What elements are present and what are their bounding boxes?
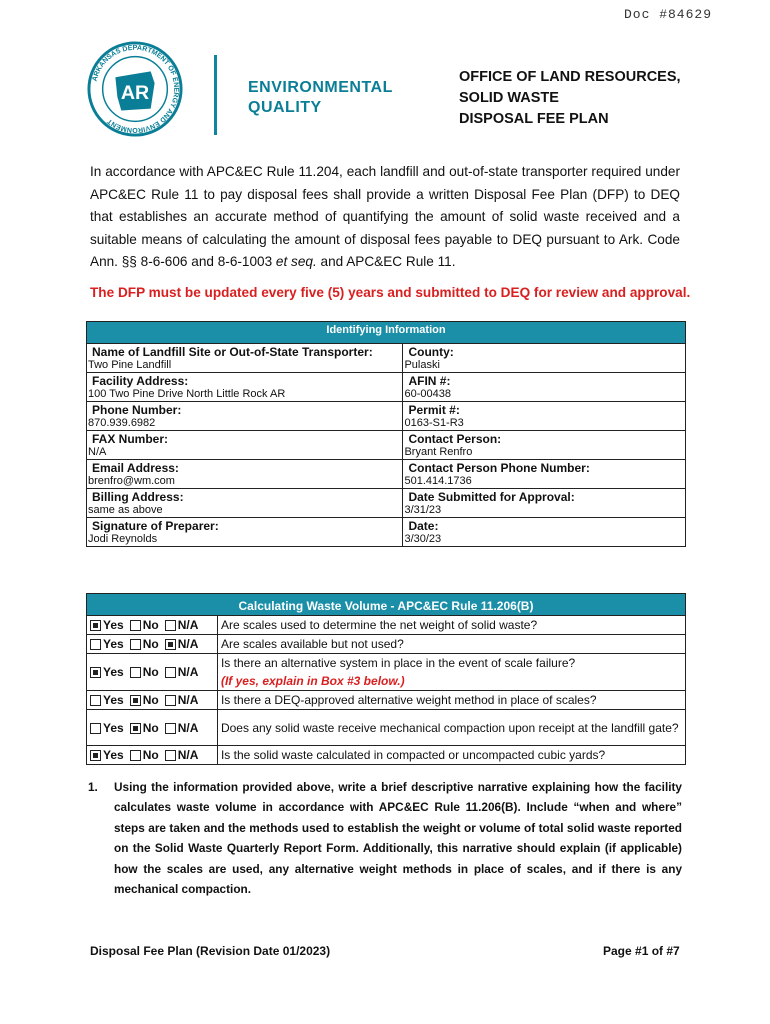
option-no[interactable] — [130, 748, 159, 762]
question-row — [87, 616, 686, 635]
answer-options — [87, 654, 218, 691]
yes-checkbox[interactable] — [90, 723, 101, 734]
question-cell — [217, 616, 685, 635]
svg-text:ARKANSAS DEPARTMENT OF ENERGY: ARKANSAS DEPARTMENT OF ENERGY AND ENVIRONMENT — [91, 44, 180, 134]
question-text: Is there a DEQ-approved alternative weight method in place of scales? — [220, 693, 597, 707]
option-yes[interactable] — [90, 665, 124, 679]
question-text: Are scales available but not used? — [220, 637, 404, 651]
no-checkbox[interactable] — [130, 723, 141, 734]
field-value[interactable]: Jodi Reynolds — [87, 533, 403, 547]
question-row — [87, 654, 686, 691]
yes-label: Yes — [103, 618, 124, 632]
field-value[interactable]: 60-00438 — [403, 388, 686, 402]
question-row — [87, 746, 686, 765]
option-na[interactable] — [165, 693, 199, 707]
na-checkbox[interactable] — [165, 695, 176, 706]
question-cell — [217, 635, 685, 654]
na-checkbox[interactable] — [165, 667, 176, 678]
yes-checkbox[interactable] — [90, 667, 101, 678]
footer-revision: Disposal Fee Plan (Revision Date 01/2023) — [90, 944, 331, 958]
na-label: N/A — [177, 665, 199, 679]
na-label: N/A — [177, 748, 199, 762]
agency-name: ENVIRONMENTAL QUALITY — [248, 79, 393, 116]
no-checkbox[interactable] — [130, 620, 141, 631]
question-text: Are scales used to determine the net weight of solid waste? — [220, 618, 538, 632]
yes-label: Yes — [103, 693, 124, 707]
na-checkbox[interactable] — [165, 639, 176, 650]
field-value[interactable]: 100 Two Pine Drive North Little Rock AR — [87, 388, 403, 402]
option-no[interactable] — [130, 618, 159, 632]
field-label: Permit #: — [403, 402, 686, 418]
update-notice: The DFP must be updated every five (5) years and submitted to DEQ for review and approval. — [90, 285, 691, 300]
field-label: Signature of Preparer: — [87, 518, 403, 534]
field-label: Facility Address: — [87, 373, 403, 389]
field-label: Contact Person: — [403, 431, 686, 447]
id-value-row — [87, 533, 686, 547]
field-label: AFIN #: — [403, 373, 686, 389]
question-note: (If yes, explain in Box #3 below.) — [220, 674, 405, 688]
id-value-row — [87, 388, 686, 402]
question-row — [87, 710, 686, 746]
field-value[interactable]: 3/31/23 — [403, 504, 686, 518]
yes-checkbox[interactable] — [90, 750, 101, 761]
id-label-row — [87, 489, 686, 505]
na-checkbox[interactable] — [165, 723, 176, 734]
question-text: Is the solid waste calculated in compacted or uncompacted cubic yards? — [220, 748, 606, 762]
field-label: Date: — [403, 518, 686, 534]
deq-seal-logo — [86, 40, 184, 138]
logo-divider — [214, 55, 217, 135]
no-label: No — [142, 665, 159, 679]
field-value[interactable]: N/A — [87, 446, 403, 460]
na-label: N/A — [177, 720, 199, 735]
option-na[interactable] — [165, 721, 199, 735]
narrative-text: Using the information provided above, write a brief descriptive narrative explaining how the facility calculates waste volume in accordance with APC&EC Rule 11.206(B). Include “when and where” steps are taken and the methods used to establish the weight or volume of total solid waste reported on the Solid Waste Quarterly Report Form. Additionally, this narrative should explain (if applicable) how the scales are used, any alternative weight methods in place of scales, and if there is any mechanical compaction. — [114, 780, 682, 897]
option-yes[interactable] — [90, 693, 124, 707]
narrative-instructions — [88, 777, 682, 899]
option-yes[interactable] — [90, 748, 124, 762]
id-value-row — [87, 504, 686, 518]
field-label: Name of Landfill Site or Out-of-State Transporter: — [87, 344, 403, 360]
yes-label: Yes — [103, 720, 124, 735]
field-label: Phone Number: — [87, 402, 403, 418]
na-label: N/A — [177, 637, 199, 651]
yes-label: Yes — [103, 748, 124, 762]
option-yes[interactable] — [90, 637, 124, 651]
svg-text:AR: AR — [120, 81, 150, 104]
id-label-row — [87, 431, 686, 447]
no-checkbox[interactable] — [130, 667, 141, 678]
na-checkbox[interactable] — [165, 620, 176, 631]
question-text: Is there an alternative system in place in the event of scale failure? — [220, 656, 576, 670]
question-cell — [217, 654, 685, 691]
answer-options — [87, 616, 218, 635]
yes-label: Yes — [103, 637, 124, 651]
question-text: Does any solid waste receive mechanical compaction upon receipt at the landfill gate? — [220, 720, 679, 735]
option-no[interactable] — [130, 637, 159, 651]
field-label: Contact Person Phone Number: — [403, 460, 686, 476]
no-checkbox[interactable] — [130, 695, 141, 706]
option-na[interactable] — [165, 748, 199, 762]
option-na[interactable] — [165, 665, 199, 679]
option-yes[interactable] — [90, 721, 124, 735]
yes-checkbox[interactable] — [90, 620, 101, 631]
intro-paragraph: In accordance with APC&EC Rule 11.204, each landfill and out-of-state transporter required under APC&EC Rule 11 to pay disposal fees shall provide a written Disposal Fee Plan (DFP) to DEQ that establishes an accurate method of quantifying the amount of solid waste received and a suitable means of calculating the amount of disposal fees payable to DEQ pursuant to Ark. Code Ann. §§ 8-6-606 and 8-6-1003 et seq. and APC&EC Rule 11. — [90, 164, 680, 270]
id-label-row — [87, 402, 686, 418]
identifying-information-header: Identifying Information — [87, 322, 686, 344]
calculating-waste-volume-header: Calculating Waste Volume - APC&EC Rule 11.206(B) — [87, 594, 686, 616]
option-na[interactable] — [165, 618, 199, 632]
answer-options — [87, 635, 218, 654]
identifying-information-table — [86, 321, 686, 547]
yes-checkbox[interactable] — [90, 695, 101, 706]
id-value-row — [87, 446, 686, 460]
field-label: Email Address: — [87, 460, 403, 476]
option-no[interactable] — [130, 665, 159, 679]
question-row — [87, 635, 686, 654]
yes-checkbox[interactable] — [90, 639, 101, 650]
question-cell — [217, 710, 685, 746]
field-label: Billing Address: — [87, 489, 403, 505]
option-na[interactable] — [165, 637, 199, 651]
field-value[interactable]: 3/30/23 — [403, 533, 686, 547]
option-no[interactable] — [130, 721, 159, 735]
no-label: No — [142, 748, 159, 762]
id-label-row — [87, 344, 686, 360]
question-cell — [217, 746, 685, 765]
no-checkbox[interactable] — [130, 639, 141, 650]
field-value[interactable]: Pulaski — [403, 359, 686, 373]
footer-page-number: Page #1 of #7 — [603, 944, 680, 958]
field-value[interactable]: Bryant Renfro — [403, 446, 686, 460]
no-label: No — [142, 693, 159, 707]
id-label-row — [87, 518, 686, 534]
yes-label: Yes — [103, 665, 124, 679]
calculating-waste-volume-table — [86, 593, 686, 765]
option-yes[interactable] — [90, 618, 124, 632]
id-label-row — [87, 373, 686, 389]
na-label: N/A — [177, 693, 199, 707]
field-value[interactable]: 870.939.6982 — [87, 417, 403, 431]
field-value[interactable]: 0163-S1-R3 — [403, 417, 686, 431]
field-label: Date Submitted for Approval: — [403, 489, 686, 505]
no-checkbox[interactable] — [130, 750, 141, 761]
id-value-row — [87, 475, 686, 489]
field-value[interactable]: same as above — [87, 504, 403, 518]
answer-options — [87, 746, 218, 765]
na-checkbox[interactable] — [165, 750, 176, 761]
field-value[interactable]: Two Pine Landfill — [87, 359, 403, 373]
item-number: 1. — [88, 780, 98, 794]
id-value-row — [87, 417, 686, 431]
id-value-row — [87, 359, 686, 373]
option-no[interactable] — [130, 693, 159, 707]
field-label: FAX Number: — [87, 431, 403, 447]
id-label-row — [87, 460, 686, 476]
no-label: No — [142, 720, 159, 735]
field-value[interactable]: brenfro@wm.com — [87, 475, 403, 489]
na-label: N/A — [177, 618, 199, 632]
answer-options — [87, 691, 218, 710]
answer-options — [87, 710, 218, 746]
question-cell — [217, 691, 685, 710]
office-title: OFFICE OF LAND RESOURCES, SOLID WASTE DISPOSAL FEE PLAN — [459, 69, 681, 127]
field-value[interactable]: 501.414.1736 — [403, 475, 686, 489]
question-row — [87, 691, 686, 710]
no-label: No — [142, 637, 159, 651]
no-label: No — [142, 618, 159, 632]
field-label: County: — [403, 344, 686, 360]
document-number: Doc #84629 — [623, 7, 712, 22]
